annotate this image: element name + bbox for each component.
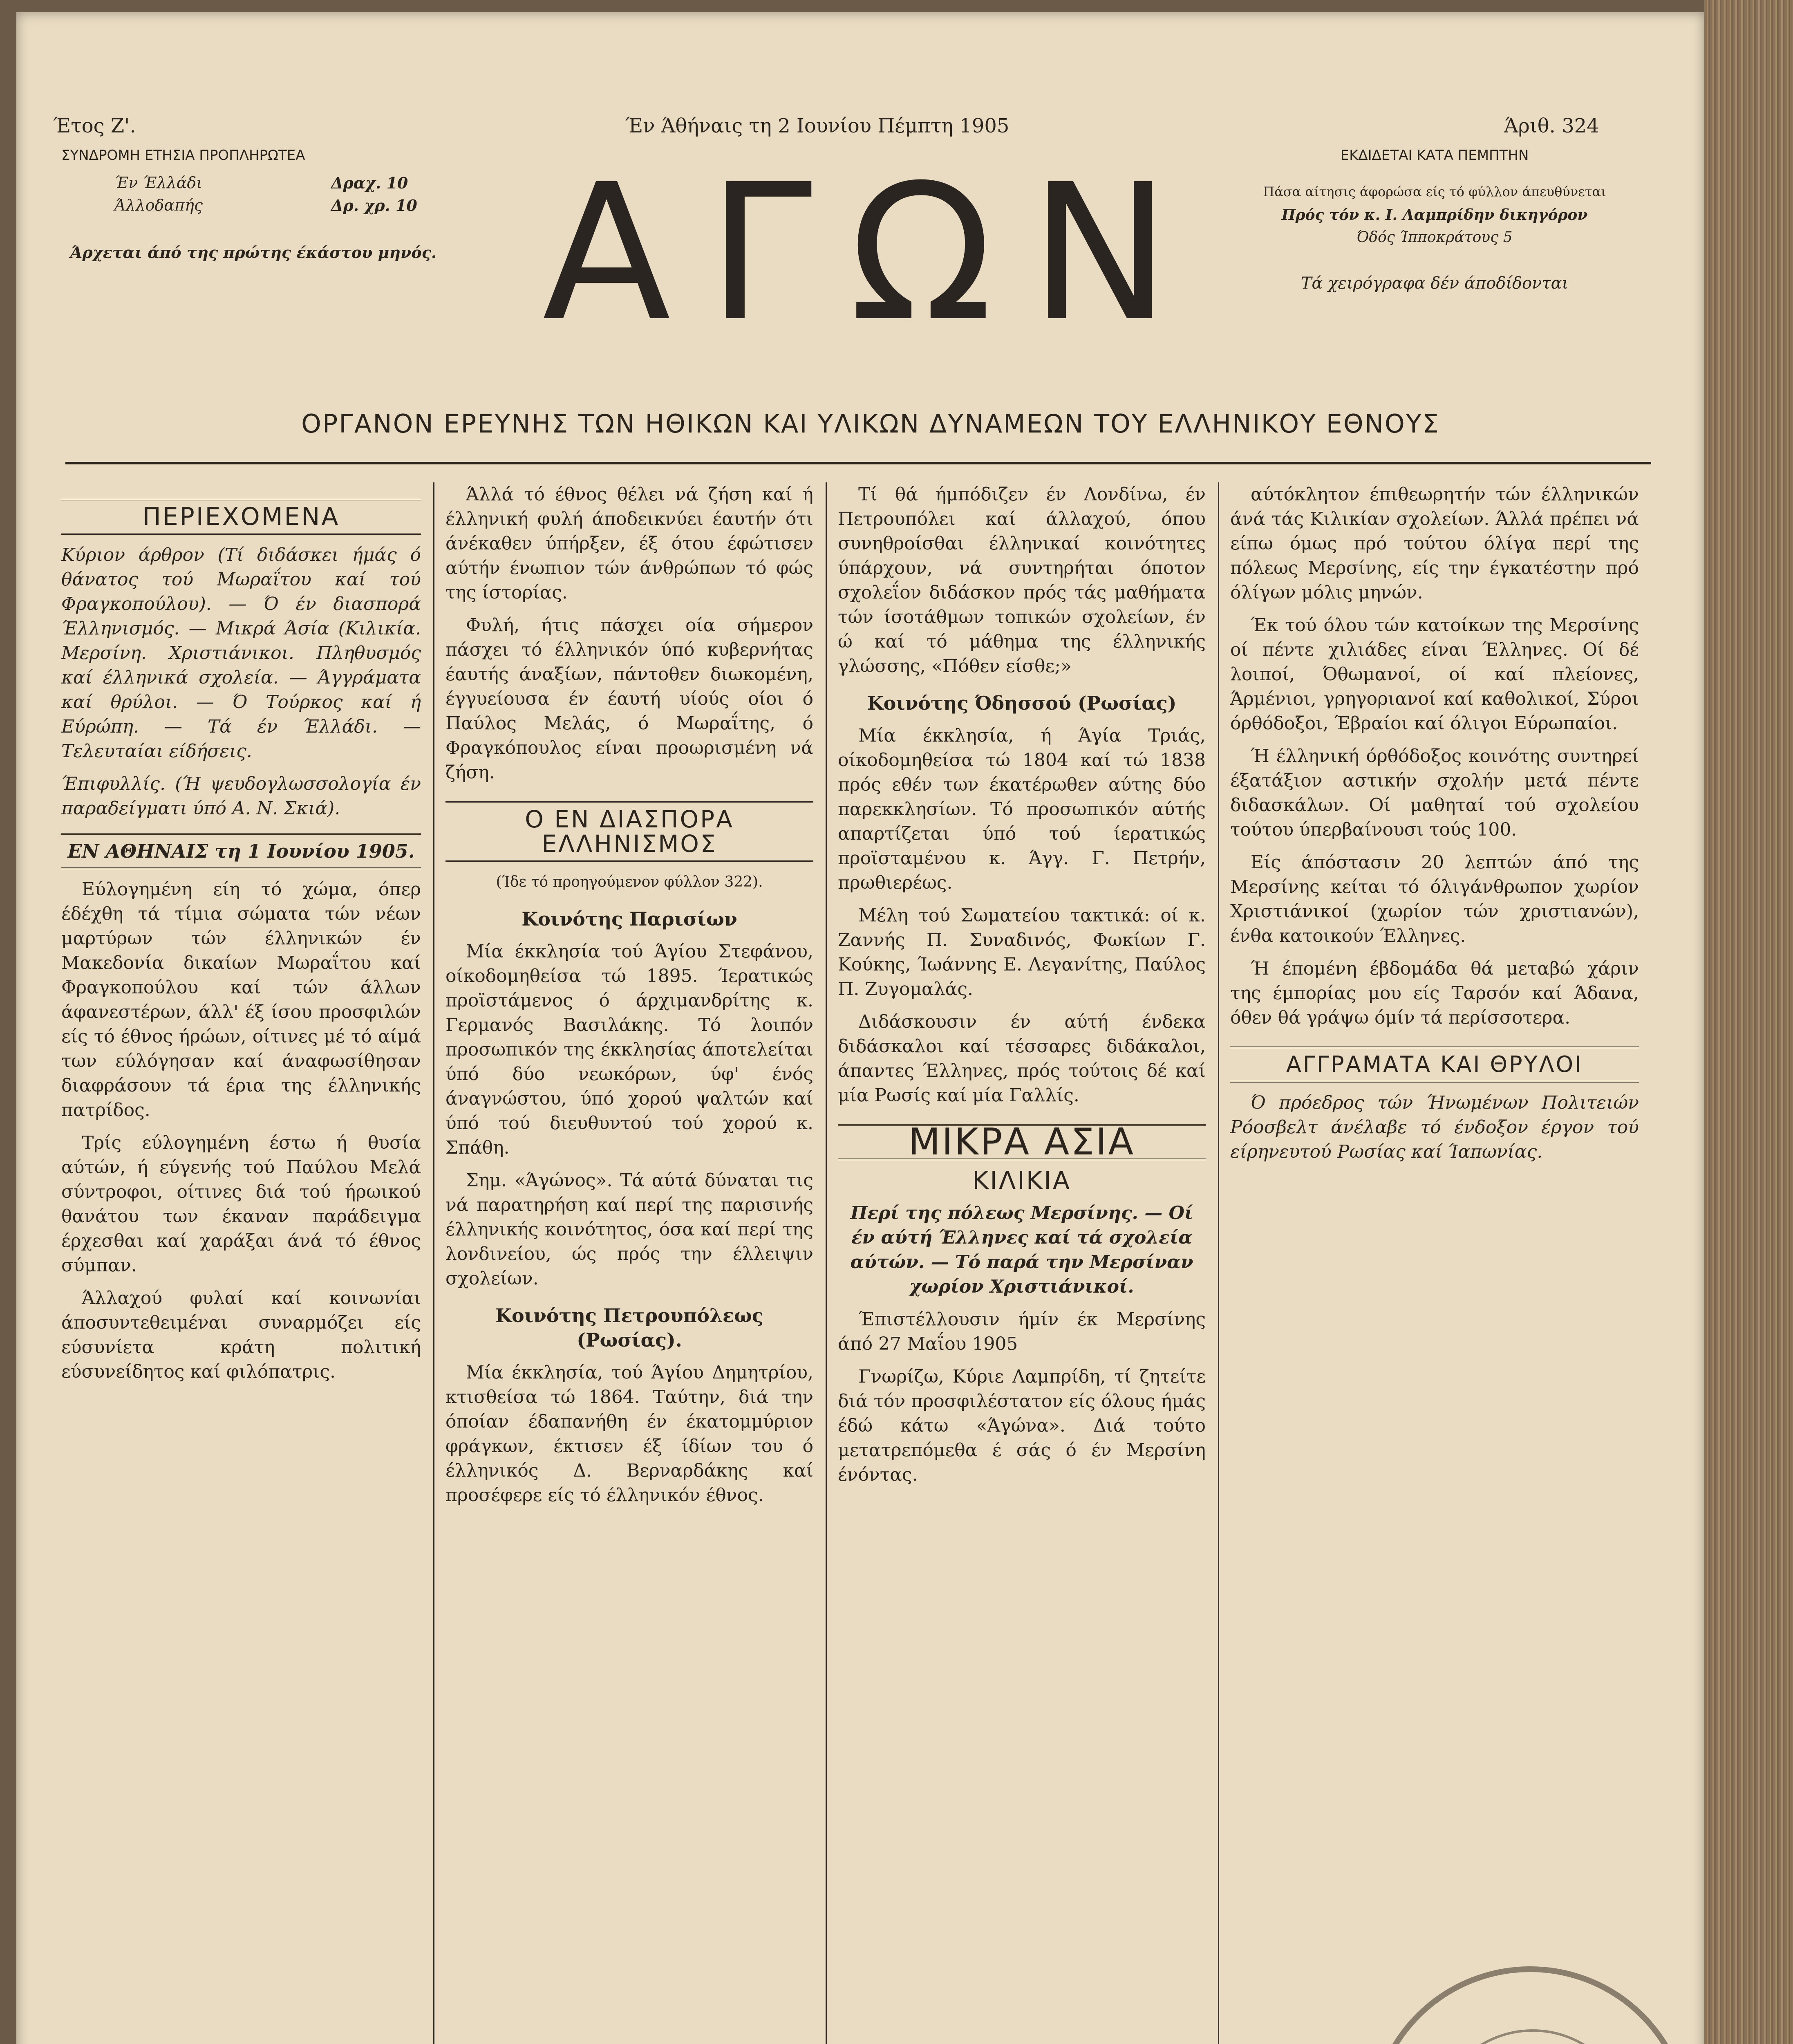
book-binding-edge: [1704, 0, 1793, 2044]
year-label: Έτος Ζ'.: [53, 114, 136, 137]
asia-lead: Περί της πόλεως Μερσίνης. — Οί έν αύτή Έλληνες καί τά σχολεία αύτών. — Τό παρά την Μερσίναν χωρίον Χριστιάνικοί.: [850, 1203, 1193, 1297]
header-divider: [65, 462, 1651, 464]
column-4: [1230, 482, 1639, 2044]
contents-title: ΠΕΡΙΕΧΟΜΕΝΑ: [61, 499, 421, 535]
sub-abroad-price: Δρ. χρ. 10: [331, 196, 417, 215]
article-paragraph-1: Άλλά τό έθνος θέλει νά ζήση καί ή έλληνική φυλή άποδεικνύει έαυτήν ότι άνέκαθεν ύπήρξεν, έξ ότου έφώτισεν αύτήν ένωπιον τών άνθρώπων τό φώς της ίστορίας.: [445, 484, 813, 603]
editor-note: Σημ. «Άγώνος». Τά αύτά δύναται τις νά παρατηρήση καί περί της παρισινής έλληνικής κοινότητος, όσα καί περί της λονδινείου, ώς πρός την έλλειψιν σχολείων.: [445, 1170, 813, 1289]
column-1: [61, 482, 421, 2044]
petrograd-paragraph: Μία έκκλησία, τού Άγίου Δημητρίου, κτισθείσα τώ 1864. Ταύτην, διά την όποίαν έδαπανήθη έν έκατομμύριον φράγκων, έκτισεν έξ ίδίων του ό έλληνικός Δ. Βερναρδάκης καί προσέφερε είς τό έλληνικόν έθνος.: [445, 1362, 813, 1506]
column-2: [445, 482, 813, 2044]
mersin-paragraph-5: Ή έπομένη έβδομάδα θά μεταβώ χάριν της έμπορίας μου είς Ταρσόν καί Άδανα, όθεν θά γράψω όμίν τά περίσσοτερα.: [1230, 958, 1639, 1028]
contents-list: Κύριον άρθρον (Τί διδάσκει ήμάς ό θάνατος τού Μωραΐτου καί τού Φραγκοπούλου). — Ό έν διασπορά Έλληνισμός. — Μικρά Άσία (Κιλικία. Μερσίνη. Χριστιάνικοι. Πληθυσμός καί έλληνικά σχολεία. — Άγγράματα καί θρύλοι. — Ό Τούρκος καί ή Εύρώπη. — Τά έν Έλλάδι. — Τελευταίαι είδήσεις.: [61, 545, 421, 762]
mersin-paragraph-3: Ή έλληνική όρθόδοξος κοινότης συντηρεί έξατάξιον αστικήν σχολήν μετά πέντε διδασκάλων. Οί μαθηταί τού σχολείου τούτου ύπερβαίνουσι τούς 100.: [1230, 746, 1639, 840]
sub-abroad-label: Άλλοδαπής: [114, 196, 203, 214]
subscription-start: Άρχεται άπό της πρώτης έκάστου μηνός.: [70, 243, 437, 262]
asia-paragraph-1: Έπιστέλλουσιν ήμίν έκ Μερσίνης άπό 27 Μαΐου 1905: [838, 1309, 1206, 1354]
odessa-paragraph-2: Μέλη τού Σωματείου τακτικά: οί κ. Ζαννής Π. Συναδινός, Φωκίων Γ. Κούκης, Ίωάννης Ε. Λεγανίτης, Παύλος Π. Ζυγομαλάς.: [838, 905, 1206, 1000]
column-3: [838, 482, 1206, 2044]
feuilleton-entry: Έπιφυλλίς. (Ή ψευδογλωσσολογία έν παραδείγματι ύπό Α. Ν. Σκιά).: [61, 773, 421, 819]
address-line-1: Πάσα αίτησις άφορώσα είς τό φύλλον άπευθύνεται: [1263, 184, 1606, 199]
manuscripts-note: Τά χειρόγραφα δέν άποδίδονται: [1301, 274, 1569, 293]
column-rule-2: [826, 482, 827, 2044]
article-paragraph-3: Τί θά ήμπόδιζεν έν Λονδίνω, έν Πετρουπόλει καί άλλαχού, όπου συνηθροίσθαι έλληνικαί κοινότητες ύπάρχουν, νά συντηρήται όποτον σχολεΐον διδάσκον πρός τάς μαθήματα τών ίσοτάθμων τοπικών σχολείων, έν ώ καί τό μάθημα της έλληνικής γλώσσης, «Πόθεν είσθε;»: [838, 484, 1206, 677]
mersin-paragraph-1: αύτόκλητον έπιθεωρητήν τών έλληνικών άνά τάς Κιλικίαν σχολείων. Άλλά πρέπει νά είπω όμως πρό τούτου όλίγα περί της πόλεως Μερσίνης, είς την έγκατέστην πρό όλίγων μόλις μηνών.: [1230, 484, 1639, 603]
paris-heading: Κοινότης Παρισίων: [522, 908, 737, 930]
newspaper-page: [16, 12, 1704, 2044]
lead-paragraph-1: Εύλογημένη είη τό χώμα, όπερ έδέχθη τά τίμια σώματα τών νέων μαρτύρων τών έλληνικών έν Μακεδονία δικαίων Μωραΐτου καί Φραγκοπούλου καί τών άλλων άφανεστέρων, άλλ' έξ ίσου προσφιλών είς τό έθνος ήρώων, οίτινες μέ τό αίμά των εύλόγησαν καί άναφωσίθησαν διαφράσουν τά έρια της έλληνικής πατρίδος.: [61, 879, 421, 1121]
news-box-paragraph: Ό πρόεδρος τών Ήνωμένων Πολιτειών Ρόοσβελτ άνέλαβε τό ένδοξον έργον τού είρηνευτού Ρωσίας καί Ίαπωνίας.: [1230, 1092, 1639, 1162]
mersin-paragraph-4: Είς άπόστασιν 20 λεπτών άπό της Μερσίνης κείται τό όλιγάνθρωπον χωρίον Χριστιάνικοί (χωρίον τών χριστιανών), ένθα κατοικούν Έλληνες.: [1230, 852, 1639, 946]
column-rule-3: [1218, 482, 1219, 2044]
sub-greece-label: Έν Έλλάδι: [114, 174, 203, 192]
subscription-title: ΣΥΝΔΡΟΜΗ ΕΤΗΣΙΑ ΠΡΟΠΛΗΡΩΤΕΑ: [61, 147, 305, 164]
asia-paragraph-2: Γνωρίζω, Κύριε Λαμπρίδη, τί ζητείτε διά τόν προσφιλέστατον είς όλους ήμάς έδώ κάτω «Άγώνα». Διά τούτο μετατρεπόμεθα έ σάς ό έν Μερσίνη ένόντας.: [838, 1366, 1206, 1485]
mersin-paragraph-2: Έκ τού όλου τών κατοίκων της Μερσίνης οί πέντε χιλιάδες είναι Έλληνες. Οί δέ λοιποί, Όθωμανοί, οί καί πλείονες, Άρμένιοι, γρηγοριανοί καί καθολικοί, Σύροι όρθόδοξοι, Έβραίοι καί όλιγοι Εύρωπαίοι.: [1230, 615, 1639, 734]
news-box-title: ΑΓΓΡΑΜΑΤΑ ΚΑΙ ΘΡΥΛΟΙ: [1230, 1047, 1639, 1083]
section-title-diaspora: Ο ΕΝ ΔΙΑΣΠΟΡΑ ΕΛΛΗΝΙΣΜΟΣ: [445, 801, 813, 862]
newspaper-motto: ΟΡΓΑΝΟΝ ΕΡΕΥΝΗΣ ΤΩΝ ΗΘΙΚΩΝ ΚΑΙ ΥΛΙΚΩΝ ΔΥΝΑΜΕΩΝ ΤΟΥ ΕΛΛΗΝΙΚΟΥ ΕΘΝΟΥΣ: [301, 409, 1440, 439]
dateline: Έν Άθήναις τη 2 Ιουνίου Πέμπτη 1905: [625, 114, 1010, 137]
issue-number: Άριθ. 324: [1504, 114, 1599, 137]
address-line-3: Όδός Ίπποκράτους 5: [1357, 229, 1513, 246]
lead-paragraph-3: Άλλαχού φυλαί καί κοινωνίαι άποσυντεθειμέναι συναρμόζει είς εύσυνίετα κράτη πολιτική εύσυνείδητος καί φιλόπατρις.: [61, 1288, 421, 1382]
address-line-2: Πρός τόν κ. Ι. Λαμπρίδην δικηγόρον: [1281, 206, 1588, 224]
article-paragraph-2: Φυλή, ήτις πάσχει οία σήμερον πάσχει τό έλληνικόν ύπό κυβερνήτας έαυτής άναξίων, πάντοθεν διωκομένη, έγγυείουσα έν έαυτή υίούς οίοι ό Παύλος Μελάς, ό Μωραΐτης, ό Φραγκόπουλος είναι προωρισμένη νά ζήση.: [445, 615, 813, 783]
odessa-paragraph-1: Μία έκκλησία, ή Άγία Τριάς, οίκοδομηθείσα τώ 1804 καί τώ 1838 πρός εθέν των έκατέρωθεν αύτης δύο παρεκκλησίων. Τό προσωπικόν αύτής απαρτίζεται ύπό τού ίερατικώς προϊσταμένου κ. Άγγ. Γ. Πετρήν, πρωθιερέως.: [838, 725, 1206, 893]
publication-schedule: ΕΚΔΙΔΕΤΑΙ ΚΑΤΑ ΠΕΜΠΤΗΝ: [1340, 147, 1529, 164]
asia-minor-title: ΜΙΚΡΑ ΑΣΙΑ: [838, 1124, 1206, 1160]
masthead-title: ΑΓΩΝ: [542, 144, 1207, 363]
lead-paragraph-2: Τρίς εύλογημένη έστω ή θυσία αύτών, ή εύγενής τού Παύλου Μελά σύντροφοι, οίτινες διά τού ήρωικού θανάτου των έκαναν παράδειγμα έρχεσθαι καί χαράξαι άνά τό έθνος σύμπαν.: [61, 1132, 421, 1276]
paris-paragraph: Μία έκκλησία τού Άγίου Στεφάνου, οίκοδομηθείσα τώ 1895. Ίερατικώς προϊστάμενος ό άρχιμανδρίτης κ. Γερμανός Βασιλάκης. Τό λοιπόν προσωπικόν της έκκλησίας άποτελείται ύπό δύο νεωκόρων, ύφ' ένός άναγνώστου, ύπό χορού ψαλτών καί ύπό τού διευθυντού τού χορού κ. Σπάθη.: [445, 941, 813, 1158]
odessa-paragraph-3: Διδάσκουσιν έν αύτή ένδεκα διδάσκαλοι καί τέσσαρες διδάκαλοι, άπαντες Έλληνες, πρός τούτοις δέ καί μία Ρωσίς καί μία Γαλλίς.: [838, 1011, 1206, 1106]
sub-greece-price: Δραχ. 10: [331, 174, 408, 192]
cilicia-subtitle: ΚΙΛΙΚΙΑ: [972, 1166, 1071, 1195]
odessa-heading: Κοινότης Όδησσού (Ρωσίας): [867, 692, 1177, 714]
petrograd-heading: Κοινότης Πετρουπόλεως (Ρωσίας).: [495, 1304, 763, 1351]
column-rule-1: [433, 482, 434, 2044]
date-heading: ΕΝ ΑΘΗΝΑΙΣ τη 1 Ιουνίου 1905.: [61, 833, 421, 869]
library-seal-inner-ring: [1432, 2029, 1633, 2044]
section-note: (Ίδε τό προηγούμενον φύλλον 322).: [496, 874, 763, 890]
